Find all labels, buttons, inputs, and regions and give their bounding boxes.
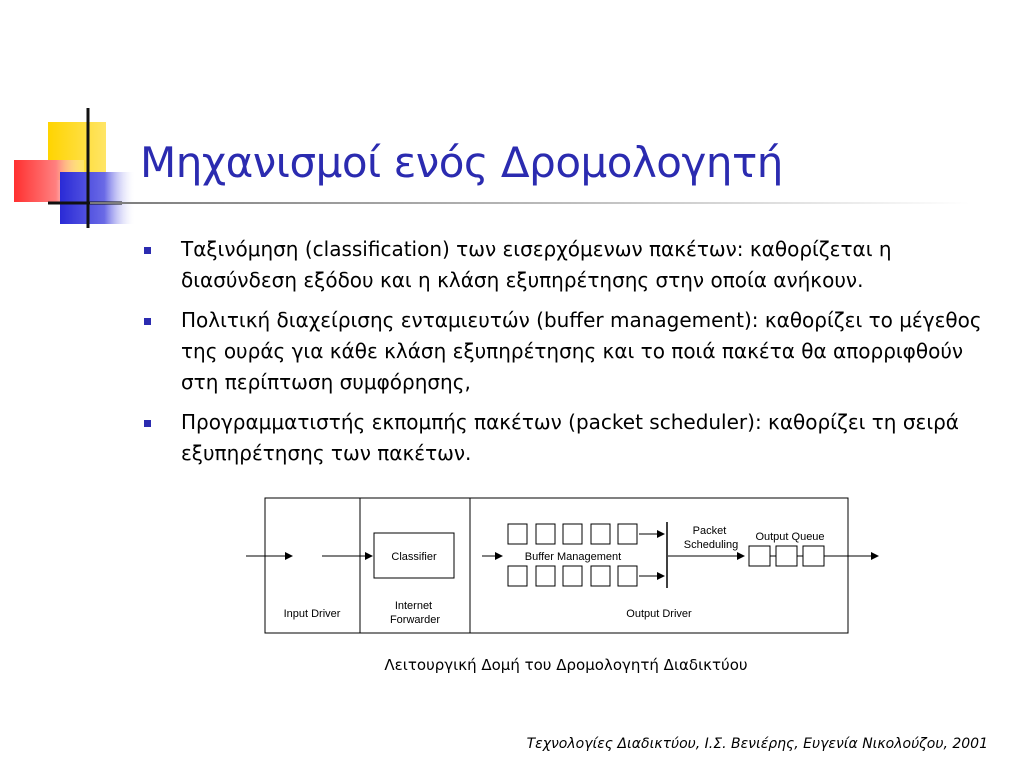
buffer-queue-top (508, 524, 637, 544)
buffer-slot (591, 566, 610, 586)
decorative-corner-graphic (0, 0, 140, 240)
bullet-item-buffer-management (140, 305, 1000, 398)
output-driver-label: Output Driver (626, 608, 692, 620)
buffer-management-label: Buffer Management (524, 551, 622, 563)
packet-scheduling-line-1: Packet (692, 525, 727, 537)
output-queue-slot (803, 546, 824, 566)
internet-forwarder-line-1: Internet (394, 600, 433, 612)
slide-footer: Τεχνολογίες Διαδικτύου, Ι.Σ. Βενιέρης, Ευγενία Νικολούζου, 2001 (526, 736, 988, 752)
classifier-label: Classifier (391, 551, 437, 563)
bullet-item-packet-scheduler (140, 407, 1000, 469)
router-diagram (240, 490, 900, 650)
buffer-queue-bottom (508, 566, 637, 586)
bullet-text: Ταξινόμηση (classification) των εισερχόμενων πακέτων: καθορίζεται η διασύνδεση εξόδου και η κλάση εξυπηρέτησης στην οποία ανήκουν. (181, 237, 892, 292)
title-underline (90, 202, 970, 204)
output-queue-slot (776, 546, 797, 566)
diagram-caption: Λειτουργική Δομή του Δρομολογητή Διαδικτύου (384, 656, 748, 674)
buffer-slot (536, 566, 555, 586)
internet-forwarder-line-2: Forwarder (389, 614, 441, 626)
bullet-list (140, 234, 1000, 478)
bullet-square-icon (144, 318, 151, 325)
bullet-item-classification (140, 234, 1000, 296)
output-queue-label: Output Queue (755, 531, 825, 543)
buffer-slot (508, 524, 527, 544)
buffer-slot (563, 524, 582, 544)
slide-title: Μηχανισμοί ενός Δρομολογητή (140, 138, 783, 187)
buffer-slot (618, 524, 637, 544)
bullet-text: Προγραμματιστής εκπομπής πακέτων (packet scheduler): καθορίζει τη σειρά εξυπηρέτησης των πακέτων. (181, 410, 959, 465)
bullet-text: Πολιτική διαχείρισης ενταμιευτών (buffer management): καθορίζει το μέγεθος της ουράς για κάθε κλάση εξυπηρέτησης και το ποιά πακέτα θα απορριφθούν στη περίπτωση συμφόρησης, (181, 308, 982, 394)
buffer-slot (618, 566, 637, 586)
buffer-slot (591, 524, 610, 544)
bullet-square-icon (144, 420, 151, 427)
bullet-square-icon (144, 247, 151, 254)
buffer-slot (508, 566, 527, 586)
output-queue-slot (749, 546, 770, 566)
input-driver-label: Input Driver (283, 608, 341, 620)
packet-scheduling-line-2: Scheduling (683, 539, 739, 551)
buffer-slot (536, 524, 555, 544)
buffer-slot (563, 566, 582, 586)
